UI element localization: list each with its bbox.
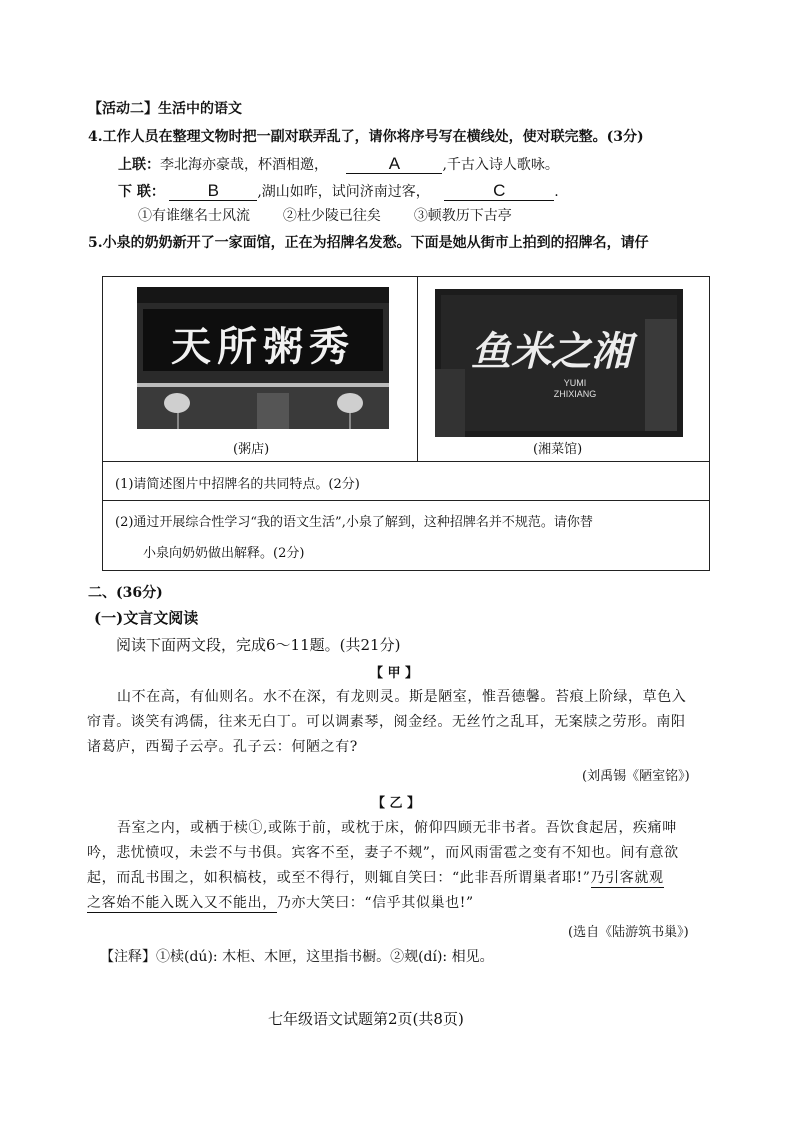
- porridge-sign-text: 天所粥秀: [171, 324, 355, 370]
- passage-yi-line-4: [87, 892, 474, 912]
- q5-stem: 5.小泉的奶奶新开了一家面馆，正在为招牌名发愁。下面是她从街市上拍到的招牌名，请仔: [88, 235, 649, 251]
- hunan-sign-pinyin-1: YUMI: [563, 378, 587, 388]
- upper-text: 李北海亦豪哉，杯酒相邀，: [160, 157, 328, 173]
- hunan-sign-text: 鱼米之湘: [471, 328, 631, 375]
- table-divider-1: [103, 461, 709, 462]
- section2-subheading: (一)文言文阅读: [94, 609, 199, 627]
- q5-table: [102, 276, 710, 571]
- passage-yi-line-3b-underlined: 乃引客就观: [590, 870, 664, 886]
- table-divider-2: [103, 500, 709, 501]
- blank-b[interactable]: B: [169, 182, 257, 201]
- passage-yi-line-3: [87, 867, 664, 887]
- blank-c[interactable]: C: [444, 182, 554, 201]
- q5-sub2-line2: 小泉向奶奶做出解释。(2分): [143, 546, 305, 561]
- passage-yi-line-3a: 起，而乱书围之，如积槁枝，或至不得行，则辄自笑曰：“此非吾所谓巢者耶!”: [87, 870, 591, 886]
- passage-jia-line-1: 山不在高，有仙则名。水不在深，有龙则灵。斯是陋室，惟吾德馨。苔痕上阶绿，草色入: [117, 689, 687, 705]
- q4-upper-couplet: [118, 154, 559, 174]
- hunan-sign-pinyin-2: ZHIXIANG: [553, 389, 597, 399]
- photo-left-caption: (粥店): [233, 442, 270, 457]
- annotation-notes: 【注释】①椟(dú): 木柜、木匣，这里指书橱。②觌(dí): 相见。: [100, 949, 494, 965]
- passage-yi-line-2: 吟，悲忧愤叹，未尝不与书俱。宾客不至，妻子不觌”，而风雨雷雹之变有不知也。间有意欲: [87, 845, 679, 861]
- blank-a[interactable]: A: [346, 155, 442, 174]
- table-divider-vertical: [417, 277, 418, 461]
- section2-instruction: 阅读下面两文段，完成6～11题。(共21分): [116, 636, 401, 654]
- page-footer: 七年级语文试题第2页(共8页): [268, 1010, 464, 1028]
- upper-end: ,千古入诗人歌咏。: [442, 157, 559, 173]
- lower-mid: ,湖山如昨，试问济南过客，: [257, 184, 430, 200]
- photo-right-caption: (湘菜馆): [533, 442, 583, 457]
- q4-options: [138, 205, 512, 225]
- passage-jia-line-2: 帘青。谈笑有鸿儒，往来无白丁。可以调素琴，阅金经。无丝竹之乱耳，无案牍之劳形。南阳: [87, 714, 686, 730]
- passage-jia-line-3: 诸葛庐，西蜀子云亭。孔子云：何陋之有?: [87, 739, 358, 755]
- q4-stem: 4.工作人员在整理文物时把一副对联弄乱了，请你将序号写在横线处，使对联完整。(3分): [88, 129, 644, 145]
- passage-jia-source: (刘禹锡《陋室铭》): [582, 769, 690, 784]
- hunan-restaurant-photo: [435, 289, 683, 437]
- passage-yi-label: 【 乙 】: [372, 796, 421, 811]
- upper-label: 上联：: [118, 157, 160, 173]
- q4-lower-couplet: [118, 181, 559, 201]
- option-1: ①有谁继名士风流: [138, 208, 250, 224]
- lower-label: 下 联：: [118, 184, 165, 200]
- passage-yi-source: (选自《陆游筑书巢》): [568, 925, 689, 940]
- passage-yi-line-1: 吾室之内，或栖于椟①,或陈于前，或枕于床，俯仰四顾无非书者。吾饮食起居，疾痛呻: [117, 820, 677, 836]
- option-3: ③顿教历下古亭: [413, 208, 512, 224]
- passage-jia-label: 【 甲 】: [370, 666, 419, 681]
- passage-yi-line-4b: 乃亦大笑曰：“信乎其似巢也!”: [276, 895, 474, 911]
- q5-sub1: (1)请简述图片中招牌名的共同特点。(2分): [115, 477, 360, 492]
- q5-sub2-line1: (2)通过开展综合性学习“我的语文生活”,小泉了解到，这种招牌名并不规范。请你替: [115, 515, 593, 530]
- activity-title: 【活动二】生活中的语文: [88, 101, 242, 117]
- section2-heading: 二、(36分): [88, 585, 163, 601]
- passage-yi-line-4a-underlined: 之客始不能入既入又不能出，: [87, 895, 277, 911]
- porridge-shop-photo: [137, 287, 389, 429]
- lower-end: .: [554, 184, 559, 200]
- option-2: ②杜少陵已往矣: [282, 208, 381, 224]
